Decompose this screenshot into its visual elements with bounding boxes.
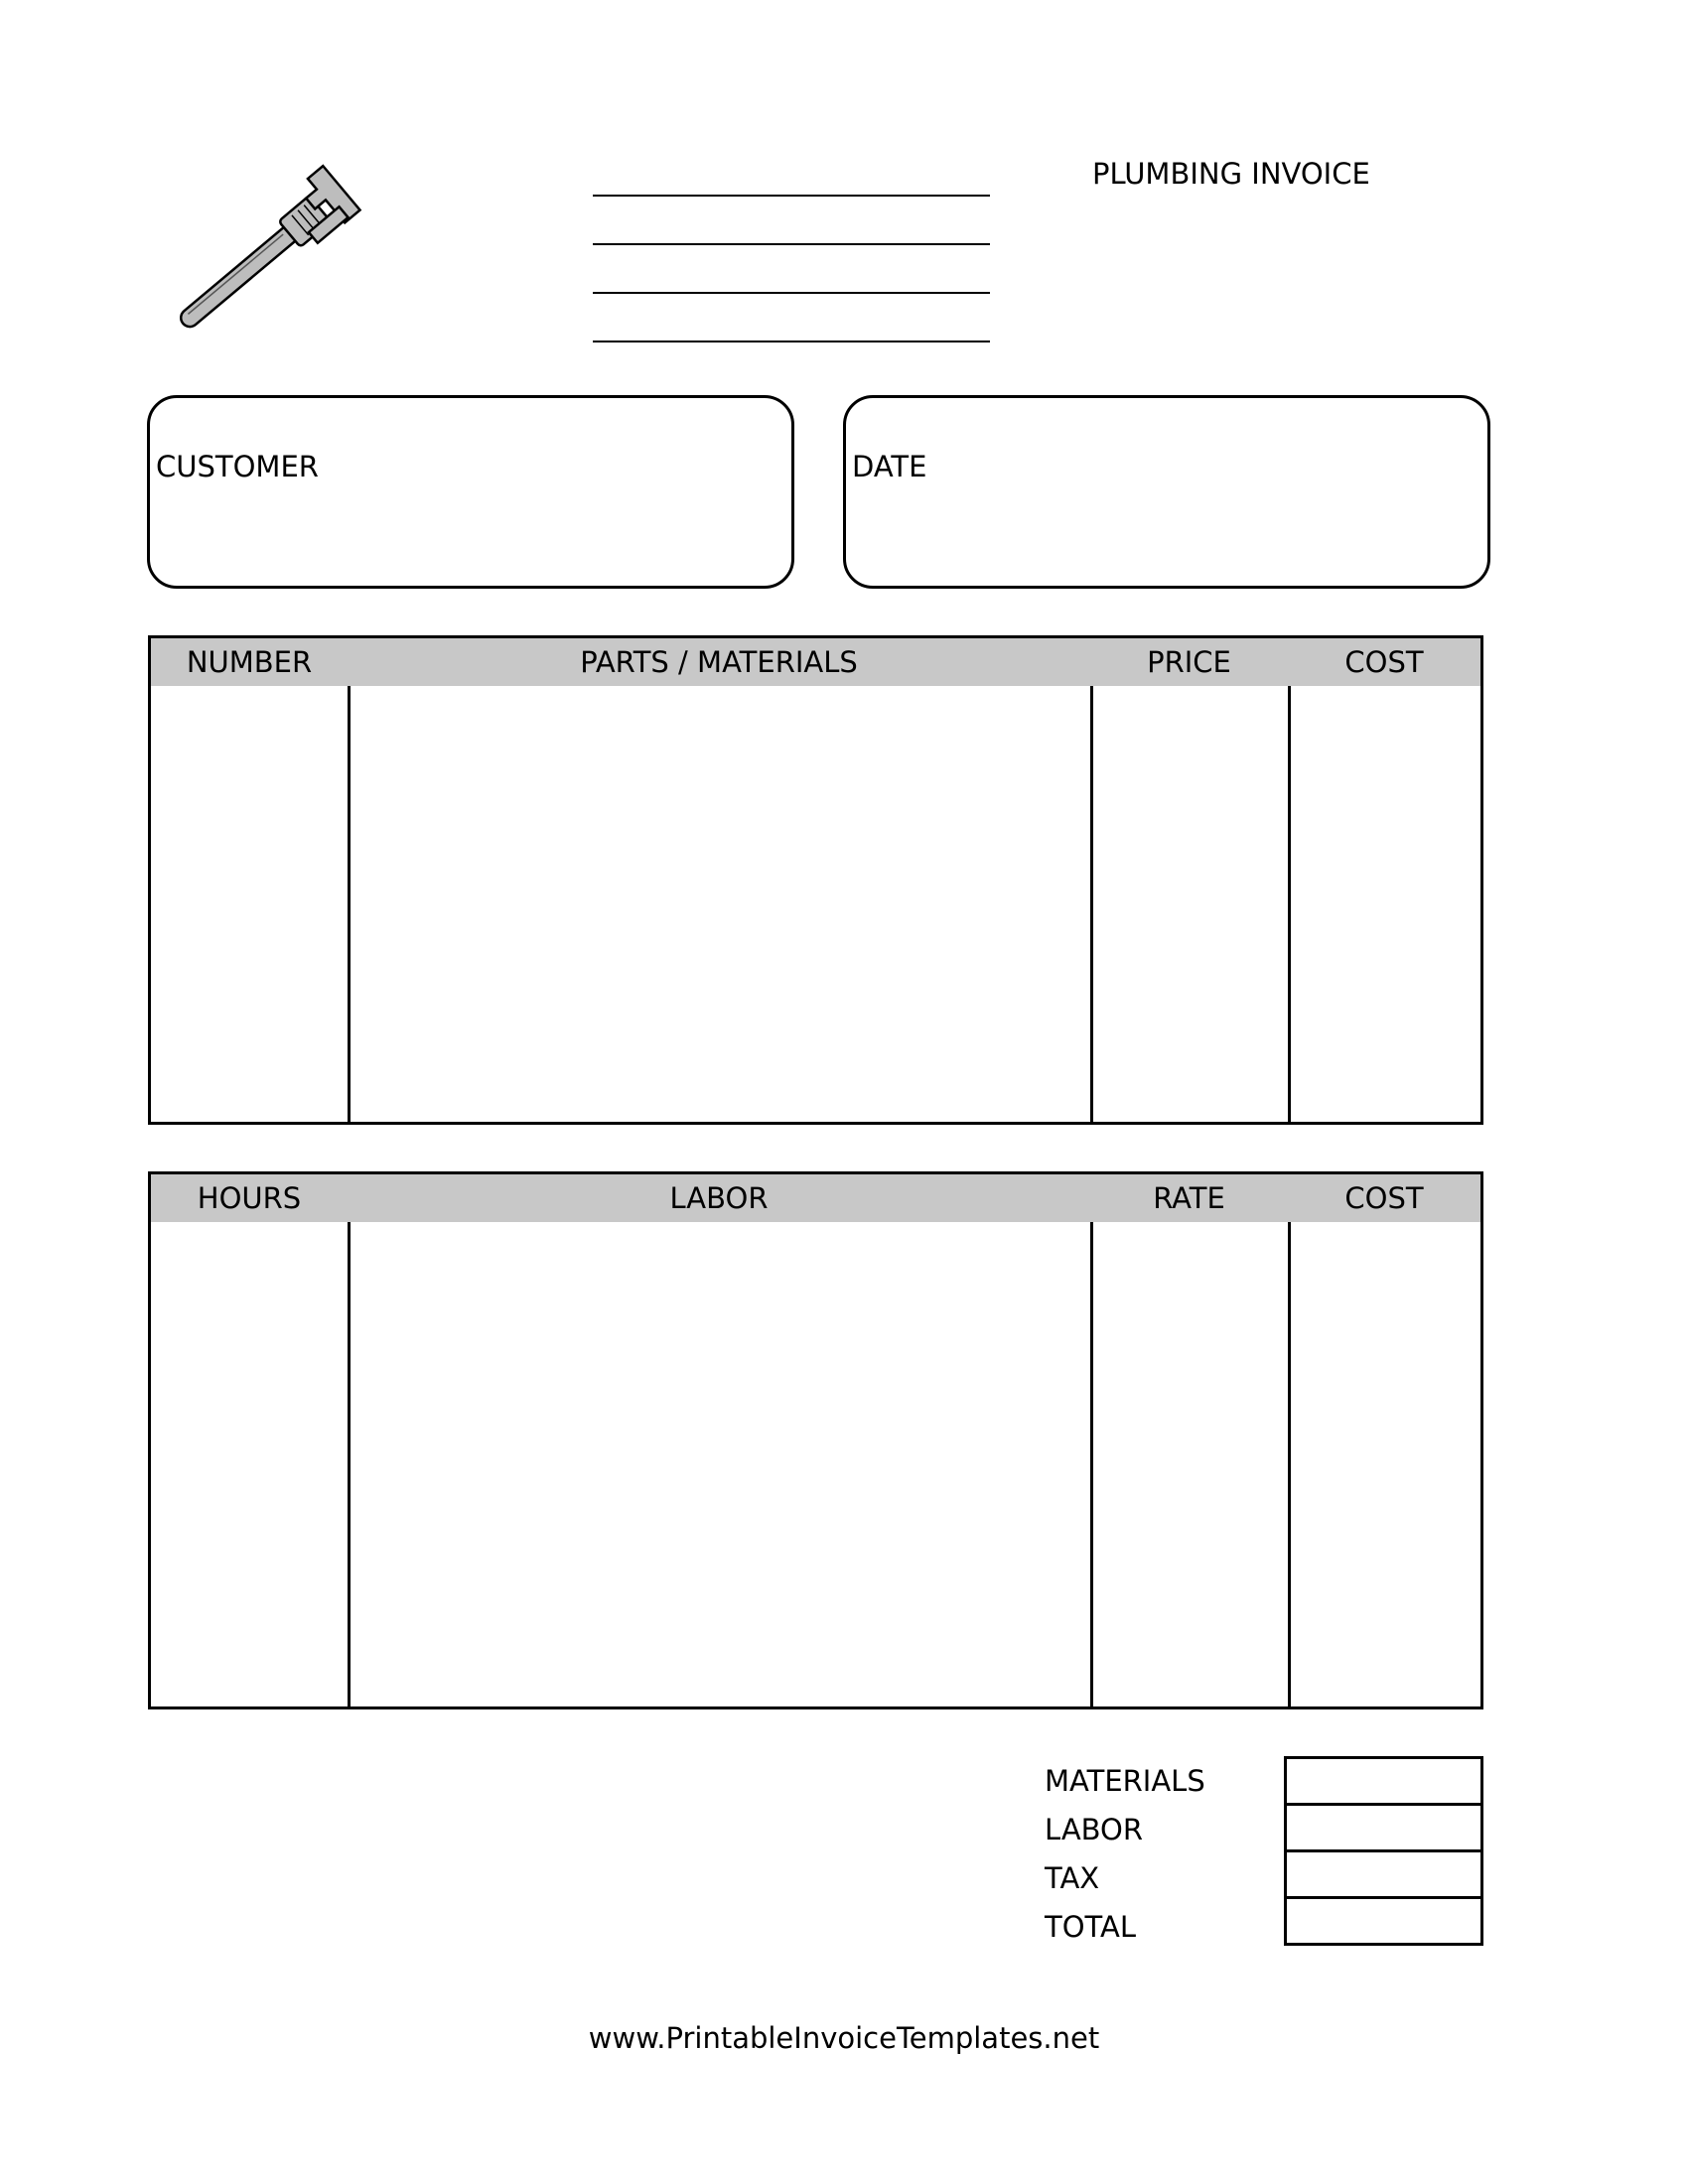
customer-label: CUSTOMER <box>156 450 319 483</box>
labor-cost-cell[interactable] <box>1291 1222 1480 1706</box>
grand-total-field[interactable] <box>1284 1896 1483 1946</box>
labor-description-cell[interactable] <box>351 1222 1090 1706</box>
parts-table <box>148 635 1483 1125</box>
col-parts-materials: PARTS / MATERIALS <box>580 645 858 679</box>
pipe-wrench-icon <box>169 149 377 357</box>
col-hours: HOURS <box>197 1181 302 1215</box>
labor-rate-cell[interactable] <box>1093 1222 1288 1706</box>
col-price: PRICE <box>1147 645 1231 679</box>
parts-price-cell[interactable] <box>1093 686 1288 1122</box>
company-line-4[interactable] <box>593 341 990 342</box>
date-label: DATE <box>852 450 927 483</box>
col-rate: RATE <box>1153 1181 1225 1215</box>
materials-total-field[interactable] <box>1284 1756 1483 1806</box>
grand-total-label: TOTAL <box>1045 1910 1136 1944</box>
col-parts-cost: COST <box>1344 645 1424 679</box>
labor-total-field[interactable] <box>1284 1803 1483 1852</box>
tax-field[interactable] <box>1284 1849 1483 1899</box>
parts-number-cell[interactable] <box>151 686 348 1122</box>
labor-total-label: LABOR <box>1045 1813 1144 1846</box>
col-number: NUMBER <box>186 645 313 679</box>
col-labor-cost: COST <box>1344 1181 1424 1215</box>
tax-label: TAX <box>1045 1861 1100 1895</box>
date-box[interactable] <box>843 395 1490 589</box>
parts-cost-cell[interactable] <box>1291 686 1480 1122</box>
materials-total-label: MATERIALS <box>1045 1764 1205 1798</box>
invoice-title: PLUMBING INVOICE <box>1092 157 1370 191</box>
labor-hours-cell[interactable] <box>151 1222 348 1706</box>
labor-table <box>148 1171 1483 1709</box>
customer-box[interactable] <box>147 395 794 589</box>
company-line-1[interactable] <box>593 195 990 197</box>
company-line-3[interactable] <box>593 292 990 294</box>
footer-website: www.PrintableInvoiceTemplates.net <box>588 2021 1100 2055</box>
company-line-2[interactable] <box>593 243 990 245</box>
col-labor: LABOR <box>669 1181 769 1215</box>
parts-description-cell[interactable] <box>351 686 1090 1122</box>
